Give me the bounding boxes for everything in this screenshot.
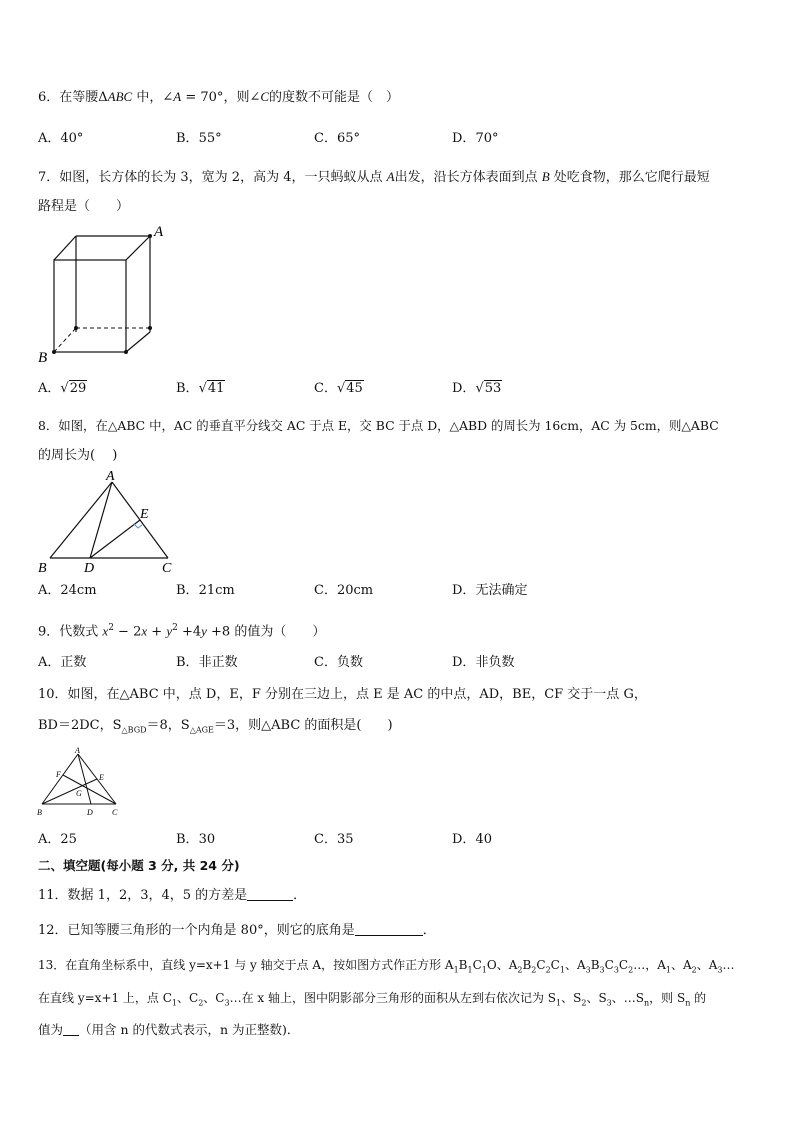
q13-stem-line3: 值为 （用含 n 的代数式表示，n 为正整数)． (38, 1022, 300, 1037)
q8-option-d[interactable]: D．无法确定 (452, 583, 528, 598)
q7-option-b[interactable]: B．√41 (176, 381, 225, 396)
q6-option-b[interactable]: B．55° (176, 131, 222, 146)
q10-label-c: C (112, 808, 118, 817)
q10-triangle-figure (36, 746, 126, 818)
q13-answer-blank[interactable] (63, 1021, 79, 1036)
q12-stem: 12．已知等腰三角形的一个内角是 80°，则它的底角是 ． (38, 923, 436, 938)
q10-option-a[interactable]: A．25 (38, 832, 77, 847)
q10-option-d[interactable]: D．40 (452, 832, 492, 847)
q7-stem-line1: 7．如图，长方体的长为 3，宽为 2，高为 4，一只蚂蚁从点 A出发，沿长方体表面到点 B 处吃食物，那么它爬行最短 (38, 169, 710, 185)
q9-option-d[interactable]: D．非负数 (452, 655, 515, 670)
q8-option-a[interactable]: A．24cm (38, 583, 97, 598)
q8-stem-line2: 的周长为( ) (38, 448, 118, 463)
q6-option-a[interactable]: A．40° (38, 131, 84, 146)
q9-option-a[interactable]: A．正数 (38, 655, 87, 670)
q10-label-a: A (75, 746, 80, 755)
q8-option-c[interactable]: C．20cm (314, 583, 374, 598)
q7-option-c[interactable]: C．√45 (314, 381, 363, 396)
q11-answer-blank[interactable] (247, 886, 293, 901)
q7-label-b: B (38, 350, 48, 364)
q8-label-b: B (38, 561, 47, 576)
q7-cuboid-figure (36, 222, 176, 364)
q10-label-e: E (99, 773, 104, 782)
q8-label-a: A (106, 470, 115, 484)
q13-stem-line1: 13．在直角坐标系中，直线 y=x+1 与 y 轴交于点 A，按如图方式作正方形 $A_1B_1C_1O$、$A_2B_2C_2C_1$、$A_3B_3C_3C_2\dots$，$A_1$、$A_2$、$A_3\dots$ (38, 958, 735, 975)
q10-label-d: D (87, 808, 93, 817)
q7-stem-line2: 路程是（ ） (38, 199, 130, 214)
q7-option-a[interactable]: A．√29 (38, 381, 87, 396)
q11-stem: 11．数据 1，2，3，4，5 的方差是 ． (38, 888, 307, 903)
q9-option-c[interactable]: C．负数 (314, 655, 363, 670)
q7-label-a: A (154, 224, 164, 240)
q8-label-d: D (84, 561, 95, 576)
q8-label-c: C (162, 561, 172, 576)
q10-label-g: G (76, 789, 82, 798)
q10-stem-line2: BD＝2DC，$S_{\triangle BGD}=8$，$S_{\triangle AGE}=3$，则△ABC 的面积是( ) (38, 718, 393, 735)
q10-option-b[interactable]: B．30 (176, 832, 216, 847)
q8-label-e: E (140, 507, 149, 522)
q6-option-d[interactable]: D．70° (452, 131, 499, 146)
q10-label-b: B (37, 808, 42, 817)
q6-option-c[interactable]: C．65° (314, 131, 360, 146)
q6-stem: 6．在等腰ΔABC 中，∠A = 70°，则∠C的度数不可能是（ ） (38, 89, 400, 105)
q13-stem-line2: 在直线 y=x+1 上，点 $C_1$、$C_2$、$C_3\dots$在 x 轴上，图中阴影部分三角形的面积从左到右依次记为 $S_1$、$S_2$、$S_3$、$\dots S_n$，则 $S_n$ 的 (38, 991, 707, 1008)
q12-answer-blank[interactable] (355, 921, 423, 936)
q10-stem-line1: 10．如图，在△ABC 中，点 D，E，F 分别在三边上，点 E 是 AC 的中点，AD，BE，CF 交于一点 G， (38, 687, 647, 702)
q8-triangle-figure (36, 470, 186, 576)
q7-option-d[interactable]: D．√53 (452, 381, 502, 396)
q9-stem: 9．代数式 $x^2 - 2x + y^2 +4y +8$ 的值为（ ） (38, 623, 326, 640)
q9-option-b[interactable]: B．非正数 (176, 655, 238, 670)
q8-stem-line1: 8．如图，在△ABC 中，AC 的垂直平分线交 AC 于点 E，交 BC 于点 D，△ABD 的周长为 16cm，AC 为 5cm，则△ABC (38, 418, 719, 433)
q8-option-b[interactable]: B．21cm (176, 583, 235, 598)
q10-label-f: F (56, 770, 61, 779)
q10-option-c[interactable]: C．35 (314, 832, 354, 847)
section-2-heading: 二、填空题(每小题 3 分, 共 24 分) (38, 858, 240, 873)
